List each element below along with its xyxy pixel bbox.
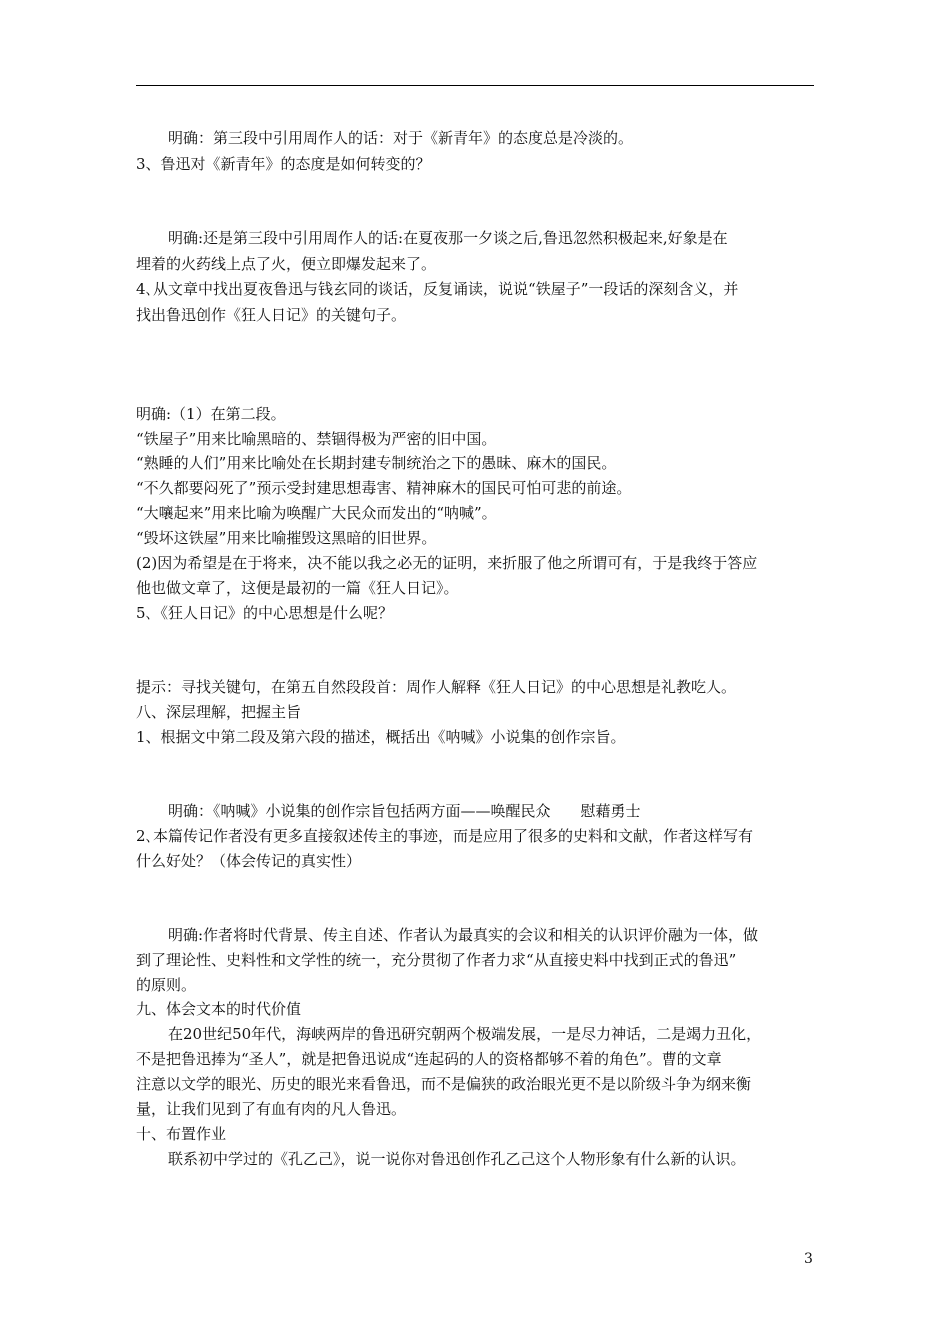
section-heading: 八、深层理解，把握主旨 [136,703,302,721]
question-5: 5､《狂人日记》的中心思想是什么呢？ [136,604,394,622]
text-line: 的原则。 [136,976,197,994]
text-line: 埋着的火药线上点了火，便立即爆发起来了。 [136,255,437,273]
section-heading: 九、体会文本的时代价值 [136,1000,302,1018]
question-2: 2､本篇传记作者没有更多直接叙述传主的事迹，而是应用了很多的史料和文献，作者这样写有 [136,827,754,845]
text-line: 到了理论性、史料性和文学性的统一，充分贯彻了作者力求“从直接史料中找到正式的鲁迅” [136,951,737,969]
answer-line: 明确:（1）在第二段。 [136,405,286,423]
answer-line: 明确：《呐喊》小说集的创作宗旨包括两方面——唤醒民众 慰藉勇士 [168,802,641,820]
text-line: “铁屋子”用来比喻黑暗的、禁锢得极为严密的旧中国。 [136,430,497,448]
text-line: 找出鲁迅创作《狂人日记》的关键句子。 [136,306,407,324]
question-3: 3、鲁迅对《新青年》的态度是如何转变的？ [136,155,431,173]
text-line: 什么好处？（体会传记的真实性） [136,852,362,870]
section-heading: 十、布置作业 [136,1125,227,1143]
text-line: “熟睡的人们”用来比喻处在长期封建专制统治之下的愚昧、麻木的国民。 [136,454,617,472]
text-line: 他也做文章了，这便是最初的一篇《狂人日记》。 [136,579,459,597]
text-line: “大嚷起来”用来比喻为唤醒广大民众而发出的“呐喊”。 [136,504,497,522]
text-line: (2)因为希望是在于将来，决不能以我之必无的证明，来折服了他之所谓可有，于是我终于答应 [136,554,758,572]
text-line: “毁坏这铁屋”用来比喻摧毁这黑暗的旧世界。 [136,529,437,547]
paragraph-line: 在20世纪50年代，海峡两岸的鲁迅研究朝两个极端发展，一是尽力神话，二是竭力丑化， [168,1025,762,1043]
paragraph-line: 注意以文学的眼光、历史的眼光来看鲁迅，而不是偏狭的政治眼光更不是以阶级斗争为纲来衡 [136,1075,752,1093]
paragraph-line: 不是把鲁迅捧为“圣人”，就是把鲁迅说成“连起码的人的资格都够不着的角色”。曹的文章 [136,1050,722,1068]
answer-line: 明确:作者将时代背景、传主自述、作者认为最真实的会议和相关的认识评价融为一体，做 [168,926,759,944]
header-rule [136,85,814,86]
paragraph-line: 联系初中学过的《孔乙己》，说一说你对鲁迅创作孔乙己这个人物形象有什么新的认识。 [168,1150,746,1168]
question-1: 1、根据文中第二段及第六段的描述，概括出《呐喊》小说集的创作宗旨。 [136,728,626,746]
answer-line: 明确：第三段中引用周作人的话：对于《新青年》的态度总是冷淡的。 [168,129,634,147]
page-number: 3 [804,1251,813,1267]
answer-line: 明确:还是第三段中引用周作人的话:在夏夜那一夕谈之后,鲁迅忽然积极起来,好象是在 [168,229,728,247]
question-4: 4､从文章中找出夏夜鲁迅与钱玄同的谈话，反复诵读，说说“铁屋子”一段话的深刻含义，并 [136,280,739,298]
paragraph-line: 量，让我们见到了有血有肉的凡人鲁迅。 [136,1100,407,1118]
hint-line: 提示：寻找关键句，在第五自然段段首：周作人解释《狂人日记》的中心思想是礼教吃人。 [136,678,737,696]
text-line: “不久都要闷死了”预示受封建思想毒害、精神麻木的国民可怕可悲的前途。 [136,479,632,497]
